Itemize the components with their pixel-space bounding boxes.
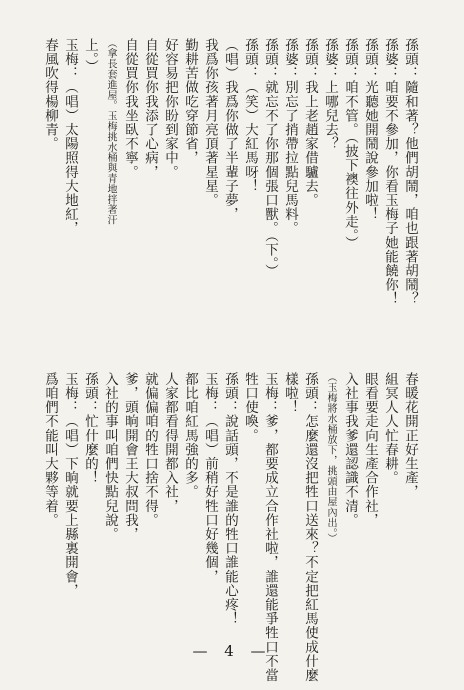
script-line: 孫婆：上哪兒去？: [322, 38, 338, 151]
script-line: 自從買你我添了心病，: [142, 38, 158, 179]
script-line: 好容易把你盼到家中。: [162, 38, 178, 179]
script-line: 入社事我爹還認識不清。: [342, 372, 358, 528]
script-line: 孫頭：忙什麼的！: [82, 372, 98, 485]
script-line: 我爲你孩著月亮頂著星星。: [202, 38, 218, 208]
script-line: 爲咱們不能叫大夥等着。: [42, 372, 58, 528]
lower-text-block: [40, 372, 444, 683]
page-number: — 4 —: [192, 642, 272, 660]
script-line: 組冥人人忙春耕。: [382, 372, 398, 485]
script-line: 爹，頭晌開會王大叔問我，: [122, 372, 138, 542]
script-line: 孫婆：咱要不參加，你看玉梅子她能饒你！: [382, 38, 398, 306]
script-line: 上。）: [82, 38, 98, 74]
script-line: 孫頭：就忘不了你那個張口獸。（下。）: [262, 38, 278, 279]
script-line: 玉梅：（唱）下晌就要上縣裏開會，: [62, 372, 78, 598]
script-line: 牲口使喚。: [242, 372, 258, 443]
script-line: 孫婆：別忘了捎帶拉點兒馬料。: [282, 38, 298, 236]
script-line: 春風吹得楊柳青。: [42, 38, 58, 151]
script-line: 眼看要走向生產合作社，: [362, 372, 378, 528]
script-line: 樣啦！: [282, 372, 298, 415]
script-line: 孫頭：說話頭，不是誰的牲口誰能心疼！: [222, 372, 238, 626]
script-line: 孫頭：隨和著？他們胡鬧，咱也跟著胡鬧？: [402, 38, 418, 306]
script-line: 都比咱紅馬強的多。: [182, 372, 198, 499]
script-line: 孫頭：我上老趙家借驢去。: [302, 38, 318, 208]
script-line: 春暖花開正好生產，: [402, 372, 418, 499]
script-line: 玉梅：（唱）太陽照得大地紅，: [62, 38, 78, 236]
script-line: （唱）我爲你做了半輩子夢，: [222, 38, 238, 222]
script-line: 孫頭：怎麼還沒把牲口送來？不定把紅馬使成什麼: [302, 372, 318, 683]
upper-text-block: [40, 38, 444, 368]
script-line: 孫頭：咱不管。（披下襖往外走。）: [342, 38, 358, 251]
script-line: 自從買你我坐臥不寧。: [122, 38, 138, 179]
script-line: 孫頭：光聽她開鬧說參加啦！: [362, 38, 378, 222]
script-line: 入社的事叫咱們快點兒說。: [102, 372, 118, 542]
script-line: 玉梅：（唱）前稍好牲口好幾個，: [202, 372, 218, 584]
script-line: 人家都看得開都入社，: [162, 372, 178, 513]
script-line: 玉梅：爹，都要成立合作社啦，誰還能爭牲口不當: [262, 372, 278, 683]
lower-columns: [40, 372, 420, 683]
script-line: （玉梅將水桶放下，挑頭由屋內出。）: [325, 372, 336, 544]
script-line: （拿長套進屋。玉梅挑水桶與青地拌著汗: [105, 38, 116, 226]
script-line: 孫頭：（笑）大紅馬呀！: [242, 38, 258, 194]
upper-columns: [40, 38, 420, 368]
script-line: 就偏偏咱的牲口捨不得。: [142, 372, 158, 528]
script-line: 勤耕苦做吃穿節省，: [182, 38, 198, 165]
